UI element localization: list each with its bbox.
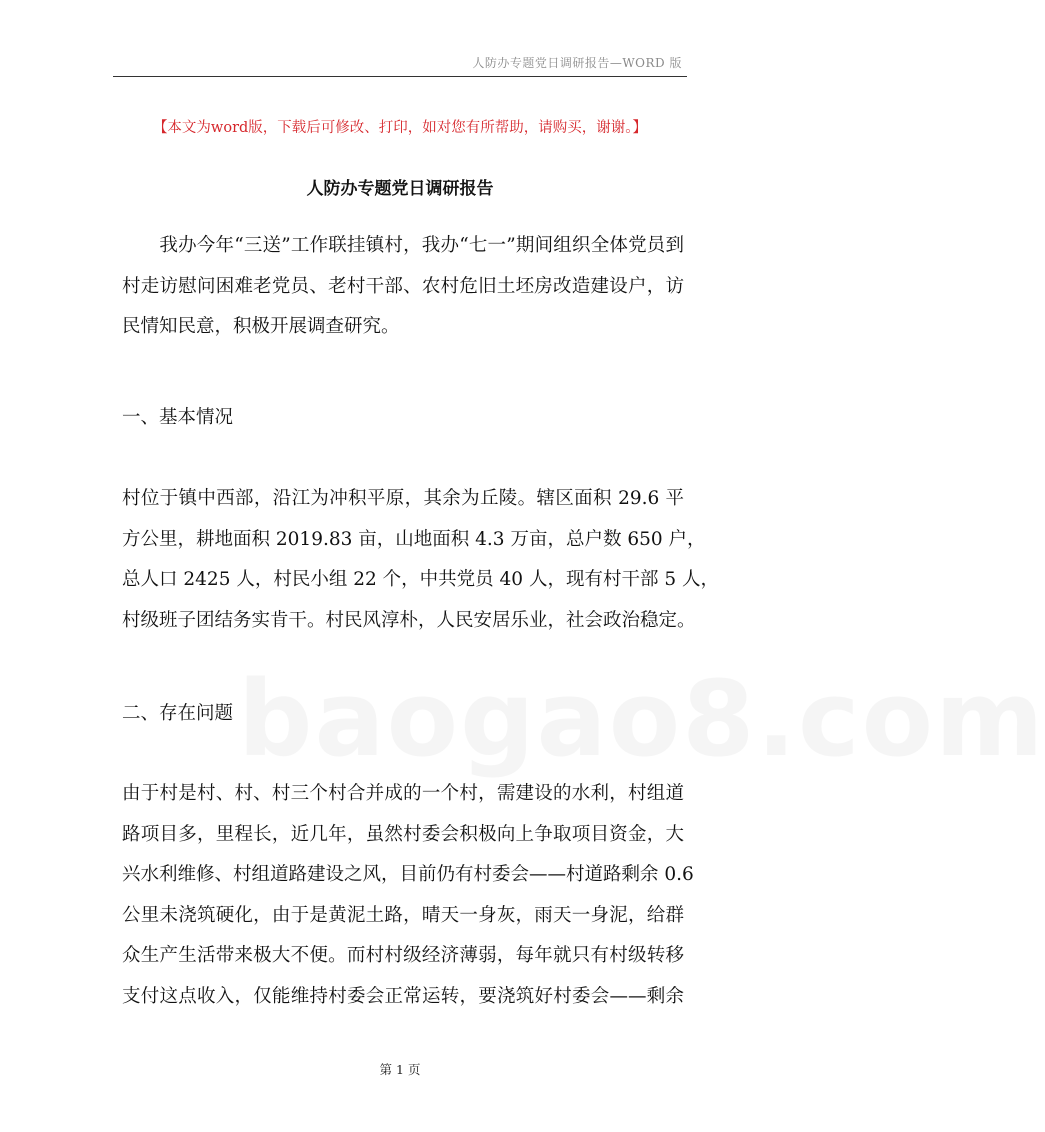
intro-line: 民情知民意，积极开展调查研究。 [122,316,400,337]
section-basic-paragraph [122,479,719,641]
document-title: 人防办专题党日调研报告 [306,179,494,199]
paragraph-line: 由于村是村、村、村三个村合并成的一个村，需建设的水利，村组道 [122,783,684,804]
paragraph-line: 方公里，耕地面积 2019.83 亩，山地面积 4.3 万亩，总户数 650 户， [122,528,706,550]
section-heading-basic [122,398,684,439]
paragraph-line: 路项目多，里程长，近几年，虽然村委会积极向上争取项目资金，大 [122,823,684,845]
paragraph-line: 总人口 2425 人，村民小组 22 个，中共党员 40 人，现有村干部 5 人， [122,569,719,590]
page-number: 第 1 页 [379,1062,421,1077]
intro-paragraph [122,226,684,348]
purchase-notice: 【本文为word版，下载后可修改、打印，如对您有所帮助，请购买，谢谢。】 [152,120,648,136]
running-header-title: 人防办专题党日调研报告—WORD 版 [472,56,682,70]
paragraph-line: 公里未浇筑硬化，由于是黄泥土路，晴天一身灰，雨天一身泥，给群 [122,904,684,926]
paragraph-line: 兴水利维修、村组道路建设之风，目前仍有村委会——村道路剩余 0.6 [122,864,694,885]
section-heading-text: 二、存在问题 [122,703,234,724]
section-heading-problems [122,694,684,735]
paragraph-line: 村位于镇中西部，沿江为冲积平原，其余为丘陵。辖区面积 29.6 平 [122,488,684,509]
intro-line: 村走访慰问困难老党员、老村干部、农村危旧土坯房改造建设户，访 [122,275,684,297]
paragraph-line: 众生产生活带来极大不便。而村村级经济薄弱，每年就只有村级转移 [122,945,684,966]
paragraph-line: 村级班子团结务实肯干。村民风淳朴，人民安居乐业，社会政治稳定。 [122,609,696,631]
header-divider [113,76,687,77]
watermark: baogao8.com [238,658,1045,780]
section-heading-text: 一、基本情况 [122,407,234,428]
section-problems-paragraph [122,774,694,1017]
intro-line: 我办今年“三送”工作联挂镇村，我办“七一”期间组织全体党员到 [122,235,684,256]
paragraph-line: 支付这点收入，仅能维持村委会正常运转，要浇筑好村委会——剩余 [122,985,684,1007]
